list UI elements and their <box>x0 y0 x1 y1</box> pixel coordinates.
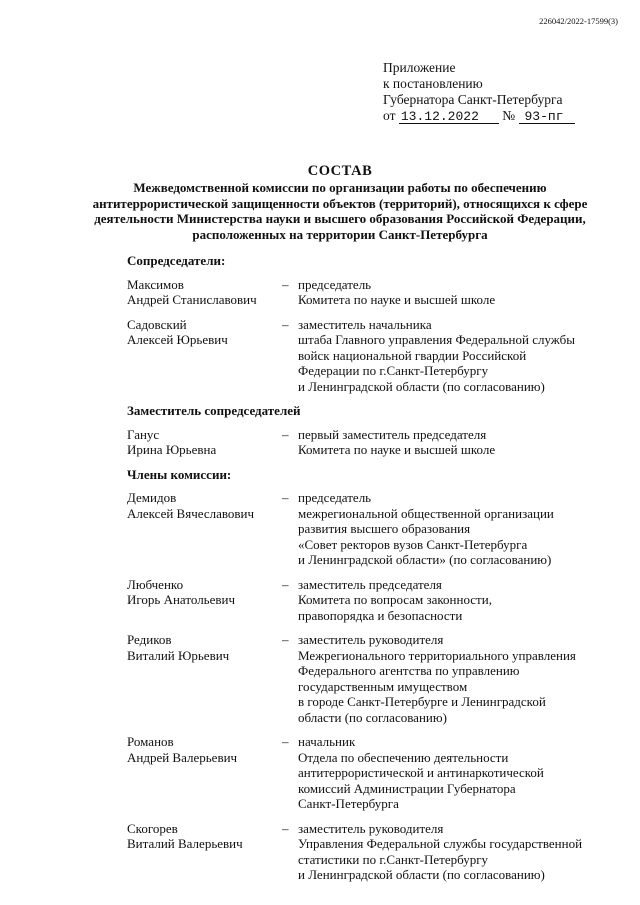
member-given-name: Ирина Юрьевна <box>127 442 217 457</box>
member-surname: Ганус <box>127 426 160 442</box>
member-given-name: Виталий Юрьевич <box>127 647 230 663</box>
subtitle-line: расположенных на территории Санкт-Петербурга <box>192 226 488 242</box>
member-role <box>298 277 597 308</box>
title-block <box>70 162 610 242</box>
member-role-line: правопорядка и безопасности <box>298 607 463 623</box>
member-role <box>298 427 597 458</box>
dash-separator: – <box>282 316 289 332</box>
member-given-name: Алексей Вячеславович <box>127 505 255 521</box>
member-surname: Максимов <box>127 276 184 292</box>
member-role-line: межрегиональной общественной организации <box>298 505 554 521</box>
member-surname: Редиков <box>127 632 172 647</box>
date-prefix: от <box>383 108 396 123</box>
member-role-line: Федерального агентства по управлению <box>298 663 520 678</box>
member-role-line: Межрегионального территориального управления <box>298 647 576 663</box>
appendix-date-line <box>383 108 575 124</box>
subtitle-line: деятельности Министерства науки и высшего образования Российской Федерации, <box>94 211 586 226</box>
member-role-line: развития высшего образования <box>298 521 471 536</box>
member-role-line: заместитель руководителя <box>298 632 444 647</box>
member-role-line: Комитета по науке и высшей школе <box>298 292 496 307</box>
composition-list <box>127 253 597 892</box>
subtitle-line: Межведомственной комиссии по организации работы по обеспечению <box>133 180 547 195</box>
document-id: 226042/2022-17599(3) <box>539 16 618 26</box>
member-role <box>298 632 597 725</box>
member-role-line: «Совет ректоров вузов Санкт-Петербурга <box>298 536 528 552</box>
subtitle-line: антитеррористической защищенности объектов (территорий), относящихся к сфере <box>92 195 588 211</box>
appendix-line-3: Губернатора Санкт-Петербурга <box>383 92 563 107</box>
member-name <box>127 490 282 568</box>
member-role-line: статистики по г.Санкт-Петербургу <box>298 851 489 867</box>
members-list <box>127 490 597 883</box>
member-entry <box>127 427 597 458</box>
member-name <box>127 632 282 725</box>
member-entry <box>127 734 597 812</box>
member-role-line: начальник <box>298 734 356 749</box>
member-role-line: антитеррористической и антинаркотической <box>298 765 544 780</box>
appendix-block <box>383 60 575 124</box>
member-name <box>127 577 282 624</box>
member-role-line: заместитель председателя <box>298 576 442 592</box>
member-role-line: Санкт-Петербурга <box>298 796 399 811</box>
member-role-line: первый заместитель председателя <box>298 426 487 442</box>
member-role <box>298 490 597 568</box>
member-role-line: Комитета по вопросам законности, <box>298 592 492 607</box>
member-role-line: государственным имуществом <box>298 678 468 694</box>
section-co-chairs: Сопредседатели: <box>127 253 226 268</box>
member-role-line: заместитель руководителя <box>298 820 444 836</box>
member-role-line: председатель <box>298 276 372 292</box>
member-surname: Романов <box>127 734 174 749</box>
document-title: СОСТАВ <box>307 163 373 179</box>
member-name <box>127 277 282 308</box>
appendix-line-1: Приложение <box>383 60 456 75</box>
member-given-name: Виталий Валерьевич <box>127 836 243 851</box>
member-role-line: и Ленинградской области» (по согласованию) <box>298 552 552 567</box>
dash-separator: – <box>282 426 289 442</box>
member-role-line: Федерации по г.Санкт-Петербургу <box>298 363 489 378</box>
member-role <box>298 577 597 624</box>
member-name <box>127 734 282 812</box>
member-role-line: Комитета по науке и высшей школе <box>298 442 496 457</box>
member-name <box>127 821 282 883</box>
dash-separator: – <box>282 820 289 836</box>
member-role-line: и Ленинградской области (по согласованию) <box>298 867 545 882</box>
member-name <box>127 427 282 458</box>
number-sign: № <box>502 108 516 123</box>
member-role-line: области (по согласованию) <box>298 709 447 725</box>
member-role-line: войск национальной гвардии Российской <box>298 347 527 363</box>
decree-number: 93-пг <box>519 110 575 124</box>
member-entry <box>127 577 597 624</box>
member-entry <box>127 821 597 883</box>
member-role-line: в городе Санкт-Петербурге и Ленинградской <box>298 694 546 709</box>
appendix-line-2: к постановлению <box>383 76 483 91</box>
member-surname: Любченко <box>127 576 184 592</box>
deputy-list <box>127 427 597 458</box>
dash-separator: – <box>282 632 289 647</box>
member-role-line: заместитель начальника <box>298 316 432 332</box>
member-role-line: штаба Главного управления Федеральной службы <box>298 332 575 347</box>
member-role <box>298 317 597 395</box>
member-role-line: комиссий Администрации Губернатора <box>298 780 516 796</box>
section-members: Члены комиссии: <box>127 466 232 482</box>
member-given-name: Андрей Валерьевич <box>127 749 238 765</box>
member-surname: Демидов <box>127 490 177 505</box>
document-subtitle <box>70 180 610 242</box>
member-given-name: Алексей Юрьевич <box>127 332 228 347</box>
member-role-line: Управления Федеральной службы государственной <box>298 836 583 851</box>
co-chairs-list <box>127 277 597 395</box>
dash-separator: – <box>282 490 289 505</box>
member-role-line: Отдела по обеспечению деятельности <box>298 749 509 765</box>
dash-separator: – <box>282 276 289 292</box>
dash-separator: – <box>282 576 289 592</box>
member-role-line: и Ленинградской области (по согласованию) <box>298 378 545 394</box>
member-role <box>298 821 597 883</box>
dash-separator: – <box>282 734 289 749</box>
member-name <box>127 317 282 395</box>
member-role-line: председатель <box>298 490 372 505</box>
member-entry <box>127 317 597 395</box>
member-given-name: Игорь Анатольевич <box>127 592 236 607</box>
member-entry <box>127 490 597 568</box>
member-surname: Садовский <box>127 316 187 332</box>
member-surname: Скогорев <box>127 820 178 836</box>
decree-date: 13.12.2022 <box>399 110 499 124</box>
member-role <box>298 734 597 812</box>
member-entry <box>127 277 597 308</box>
member-given-name: Андрей Станиславович <box>127 292 257 307</box>
member-entry <box>127 632 597 725</box>
section-deputy: Заместитель сопредседателей <box>127 403 301 418</box>
